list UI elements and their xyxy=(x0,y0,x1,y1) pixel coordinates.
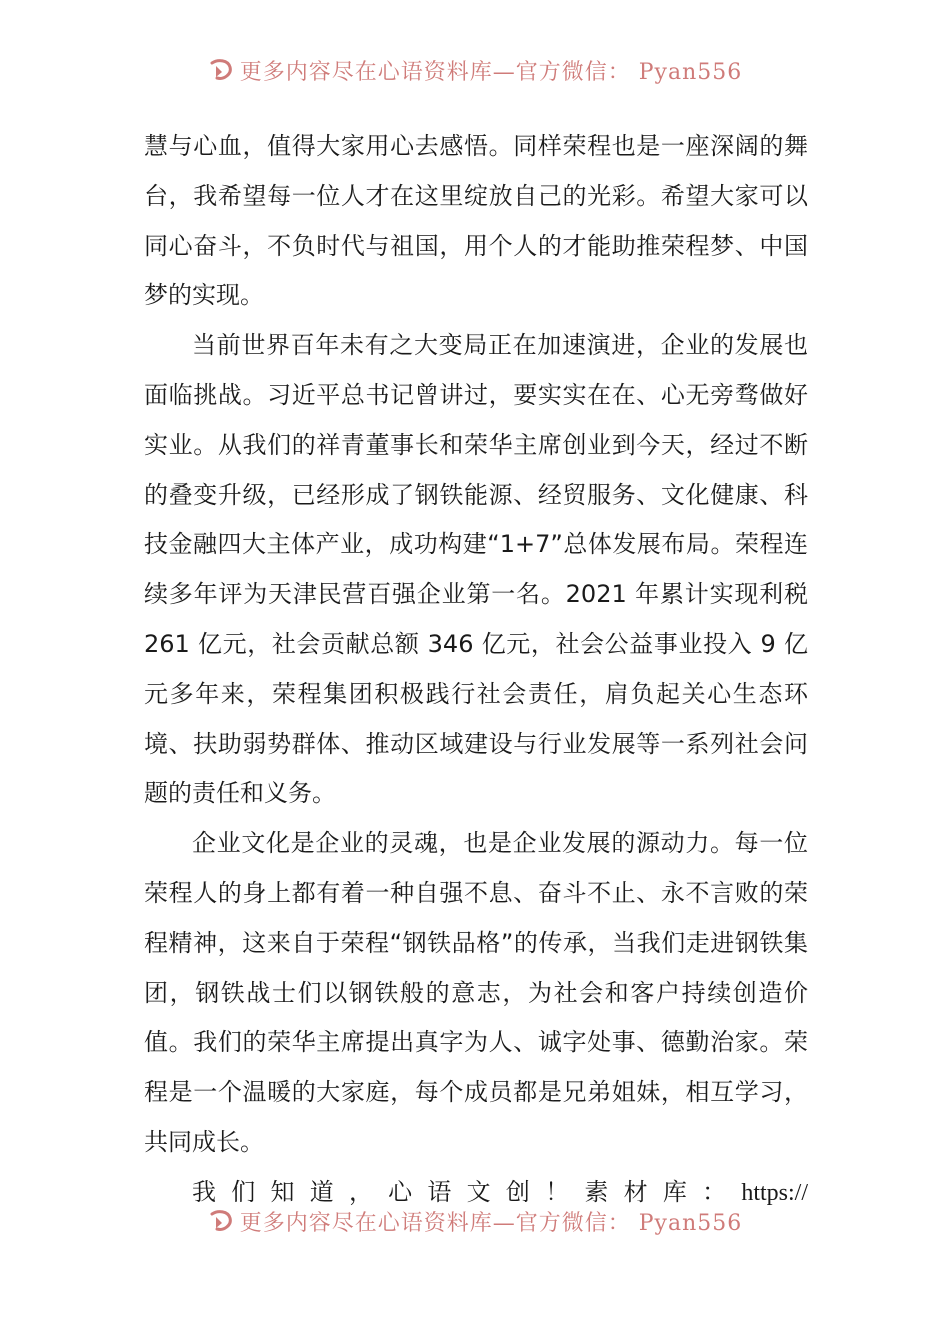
watermark-header xyxy=(0,54,950,86)
paragraph: 企业文化是企业的灵魂，也是企业发展的源动力。每一位荣程人的身上都有着一种自强不息、奋斗不止、永不言败的荣程精神，这来自于荣程“钢铁品格”的传承，当我们走进钢铁集团，钢铁战士们以钢铁般的意志，为社会和客户持续创造价值。我们的荣华主席提出真字为人、诚字处事、德勤治家。荣程是一个温暖的大家庭，每个成员都是兄弟姐妹，相互学习，共同成长。 xyxy=(144,829,808,1156)
watermark-footer xyxy=(0,1205,950,1237)
paragraph: 当前世界百年未有之大变局正在加速演进，企业的发展也面临挑战。习近平总书记曾讲过，要实实在在、心无旁骛做好实业。从我们的祥青董事长和荣华主席创业到今天，经过不断的叠变升级，已经形成了钢铁能源、经贸服务、文化健康、科技金融四大主体产业，成功构建“1+7”总体发展布局。荣程连续多年评为天津民营百强企业第一名。2021 年累计实现利税 261 亿元，社会贡献总额 346 亿元，社会公益事业投入 9 亿元多年来，荣程集团积极践行社会责任，肩负起关心生态环境、扶助弱势群体、推动区域建设与行业发展等一系列社会问题的责任和义务。 xyxy=(144,331,808,808)
paragraph-continued: 慧与心血，值得大家用心去感悟。同样荣程也是一座深阔的舞台，我希望每一位人才在这里绽放自己的光彩。希望大家可以同心奋斗，不负时代与祖国，用个人的才能助推荣程梦、中国梦的实现。 xyxy=(144,132,808,310)
footer-url[interactable]: https:// xyxy=(741,1180,808,1206)
document-body xyxy=(144,122,808,1168)
brand-logo-icon xyxy=(208,1208,234,1234)
watermark-text: 更多内容尽在心语资料库—官方微信： Pyan556 xyxy=(239,1210,743,1236)
brand-logo-icon xyxy=(208,57,234,83)
watermark-text: 更多内容尽在心语资料库—官方微信： Pyan556 xyxy=(239,59,743,85)
footer-promo-text: 我们知道，心语文创！素材库： xyxy=(192,1178,742,1206)
